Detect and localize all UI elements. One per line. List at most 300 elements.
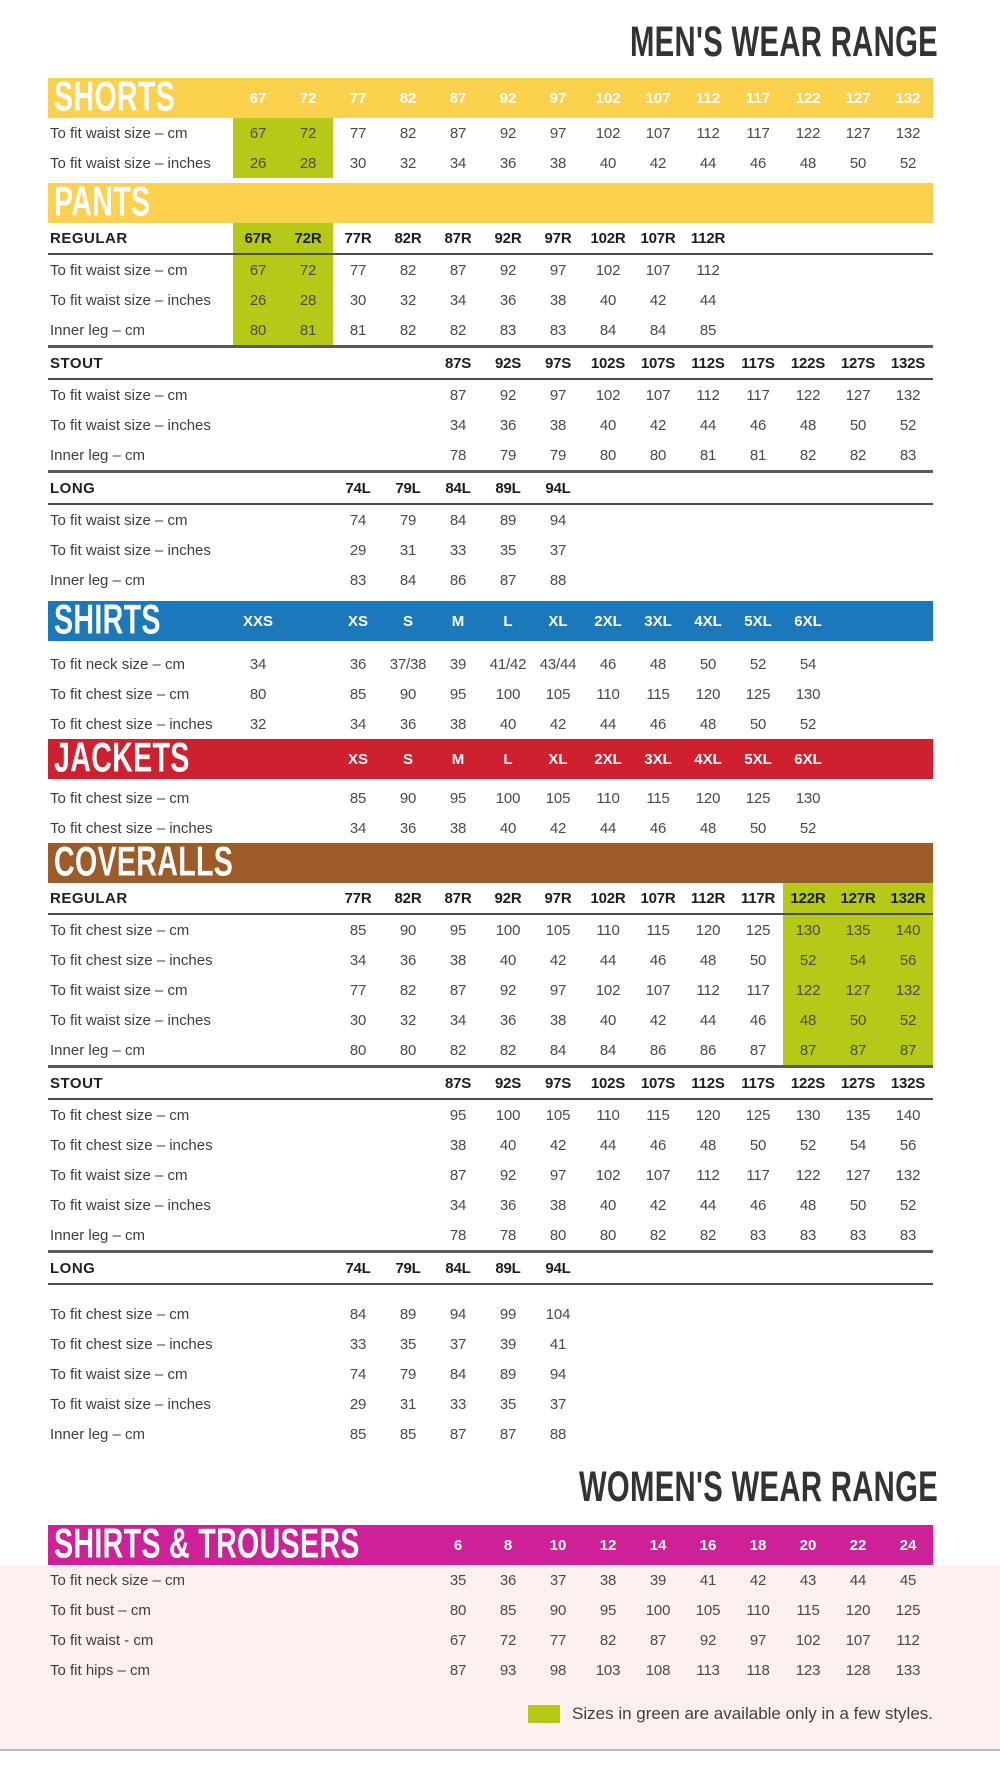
value-cell: 125 [745,789,771,807]
value-cell: 46 [649,715,667,733]
value-cell: 88 [549,571,567,589]
row-label: To fit chest size – cm [50,685,190,703]
value-cell: 86 [449,571,467,589]
value-cell: 34 [249,655,267,673]
value-cell: 72 [499,1631,517,1649]
shirts-bar-size-label: 2XL [594,612,622,630]
jackets-bar-size-label: 6XL [794,750,822,768]
value-cell: 82 [799,446,817,464]
value-cell: 89 [399,1305,417,1323]
value-cell: 104 [545,1305,571,1323]
size-header-cell: 117S [741,1074,775,1092]
value-cell: 110 [596,1106,620,1124]
value-cell: 52 [799,715,817,733]
jackets-bar-size-label: 4XL [694,750,722,768]
row-label: To fit chest size – cm [50,1305,190,1323]
value-cell: 35 [499,541,517,559]
size-header-cell: 87R [444,229,472,247]
shirts-bar-size-label: 3XL [644,612,672,630]
value-cell: 95 [599,1601,617,1619]
table-row [48,649,933,679]
row-label: To fit bust – cm [50,1601,151,1619]
row-label: To fit waist size – cm [50,1365,188,1383]
value-cell: 92 [499,261,517,279]
value-cell: 80 [233,315,283,345]
shirts-bar-size-label: S [402,612,413,630]
value-cell: 37 [549,1571,567,1589]
value-cell: 36 [499,1196,517,1214]
table-row [48,1655,933,1685]
table-row [48,1160,933,1190]
value-cell: 74 [349,511,367,529]
value-cell: 38 [549,154,567,172]
value-cell: 133 [895,1661,921,1679]
value-cell: 100 [495,921,521,939]
table-row [48,148,933,178]
row-label: To fit waist size – inches [50,291,211,309]
row-label: To fit waist size – cm [50,511,188,529]
shirts-bar-size-label: 4XL [694,612,722,630]
value-cell: 87 [449,124,467,142]
value-cell: 40 [599,416,617,434]
value-cell: 82 [449,321,467,339]
size-header-cell: 87R [444,889,472,907]
value-cell: 85 [499,1601,517,1619]
value-cell: 36 [499,291,517,309]
size-header-cell: 122S [790,1074,826,1092]
row-label: To fit chest size – cm [50,789,190,807]
row-gap [0,1285,1000,1299]
jackets-bar-size-label: S [402,750,413,768]
value-cell: 52 [799,819,817,837]
value-cell: 50 [849,1196,867,1214]
mens-wear-range-title-text: MEN'S WEAR RANGE [629,18,938,66]
table-row [48,1329,933,1359]
value-cell: 110 [596,921,620,939]
value-cell: 41 [699,1571,717,1589]
table-row [48,1190,933,1220]
value-cell: 39 [449,655,467,673]
size-header-cell: 112S [691,354,725,372]
jackets-bar-size-label: XL [548,750,568,768]
shorts-header-bar [48,72,933,120]
value-cell: 48 [699,1136,717,1154]
value-cell: 36 [349,655,367,673]
value-cell: 115 [796,1601,820,1619]
value-cell: 97 [549,981,567,999]
value-cell: 87 [499,1425,517,1443]
value-cell: 31 [399,1395,417,1413]
value-cell: 80 [599,446,617,464]
size-header-cell: 82R [394,889,422,907]
size-header-cell: 92S [494,1074,522,1092]
value-cell: 97 [549,261,567,279]
value-cell: 52 [783,945,833,975]
value-cell: 78 [449,446,467,464]
value-cell: 125 [745,685,771,703]
shorts-bar-size-label: 112 [695,89,721,107]
value-cell: 34 [349,951,367,969]
value-cell: 44 [599,1136,617,1154]
table-row [48,679,933,709]
value-cell: 80 [249,685,267,703]
table-row [48,915,933,945]
table-row [48,410,933,440]
value-cell: 34 [449,416,467,434]
row-label: Inner leg – cm [50,1041,146,1059]
value-cell: 46 [649,819,667,837]
row-label: To fit chest size – inches [50,819,213,837]
value-cell: 38 [549,1011,567,1029]
value-cell: 42 [649,1011,667,1029]
value-cell: 105 [545,1106,571,1124]
value-cell: 85 [399,1425,417,1443]
value-cell: 26 [233,148,283,178]
value-cell: 132 [895,1166,921,1184]
table-row [48,1389,933,1419]
value-cell: 52 [899,1196,917,1214]
size-header-cell: 112R [690,229,726,247]
value-cell: 117 [746,1166,770,1184]
value-cell: 40 [499,715,517,733]
row-label: To fit neck size – cm [50,655,186,673]
value-cell: 112 [896,1631,920,1649]
subheader-regular [48,223,933,255]
value-cell: 40 [599,291,617,309]
value-cell: 30 [349,154,367,172]
value-cell: 135 [845,1106,871,1124]
value-cell: 38 [549,291,567,309]
value-cell: 48 [783,1005,833,1035]
value-cell: 36 [499,154,517,172]
value-cell: 80 [349,1041,367,1059]
value-cell: 123 [795,1661,821,1679]
size-header-cell: 122S [790,354,826,372]
value-cell: 52 [899,154,917,172]
value-cell: 54 [849,1136,867,1154]
size-header-cell: 127S [840,354,876,372]
value-cell: 32 [399,291,417,309]
value-cell: 130 [795,685,821,703]
value-cell: 127 [845,124,871,142]
size-header-cell: 97R [544,229,572,247]
value-cell: 107 [645,981,671,999]
value-cell: 34 [449,154,467,172]
shirts-trousers-bar-size-label: 10 [549,1536,567,1554]
subheader-label: STOUT [50,354,104,372]
value-cell: 94 [449,1305,467,1323]
value-cell: 40 [599,154,617,172]
value-cell: 46 [649,951,667,969]
value-cell: 44 [699,154,717,172]
value-cell: 90 [399,685,417,703]
size-header-cell: 94L [545,1259,571,1277]
value-cell: 36 [399,819,417,837]
value-cell: 83 [899,1226,917,1244]
size-header-cell: 127R [833,883,883,913]
subheader-label: REGULAR [50,229,128,247]
value-cell: 128 [845,1661,871,1679]
value-cell: 98 [549,1661,567,1679]
value-cell: 44 [699,1011,717,1029]
value-cell: 97 [749,1631,767,1649]
shorts-bar-size-label: 127 [845,89,871,107]
value-cell: 42 [649,154,667,172]
size-header-cell: 74L [345,479,371,497]
value-cell: 105 [545,789,571,807]
value-cell: 92 [699,1631,717,1649]
womens-wear-range-title [0,1465,938,1509]
value-cell: 42 [649,1196,667,1214]
row-label: To fit waist size – inches [50,1395,211,1413]
value-cell: 32 [399,154,417,172]
value-cell: 52 [883,1005,933,1035]
value-cell: 84 [649,321,667,339]
value-cell: 81 [349,321,367,339]
value-cell: 84 [599,321,617,339]
value-cell: 84 [399,571,417,589]
subheader-stout [48,345,933,380]
value-cell: 84 [549,1041,567,1059]
value-cell: 105 [545,685,571,703]
value-cell: 74 [349,1365,367,1383]
value-cell: 122 [795,1166,821,1184]
value-cell: 48 [799,416,817,434]
value-cell: 100 [645,1601,671,1619]
section-coveralls [0,837,1000,1449]
value-cell: 120 [695,921,721,939]
womens-highlight-band [0,1565,1000,1751]
size-header-cell: 107S [640,1074,676,1092]
section-shorts [0,72,1000,178]
value-cell: 95 [449,1106,467,1124]
shirts-trousers-bar-size-label: 6 [453,1536,463,1554]
legend-text: Sizes in green are available only in a few styles. [572,1704,933,1723]
shirts-trousers-bar-size-label: 16 [699,1536,717,1554]
shirts-bar-size-label: XS [347,612,368,630]
value-cell: 86 [699,1041,717,1059]
value-cell: 30 [349,1011,367,1029]
size-header-cell: 107R [640,889,676,907]
value-cell: 36 [499,416,517,434]
value-cell: 28 [283,285,333,315]
value-cell: 50 [749,715,767,733]
womens-section-bar-slot [0,1519,1000,1567]
table-row [48,1419,933,1449]
shorts-bar-size-label: 122 [795,89,821,107]
value-cell: 50 [833,1005,883,1035]
value-cell: 90 [399,921,417,939]
value-cell: 132 [895,386,921,404]
womens-rows [0,1565,1000,1685]
value-cell: 50 [749,951,767,969]
value-cell: 117 [746,981,770,999]
value-cell: 117 [746,386,770,404]
value-cell: 90 [549,1601,567,1619]
shirts-bar-size-label: M [451,612,465,630]
value-cell: 87 [449,981,467,999]
subheader-label: STOUT [50,1074,104,1092]
value-cell: 84 [349,1305,367,1323]
value-cell: 87 [749,1041,767,1059]
value-cell: 127 [845,386,871,404]
value-cell: 82 [449,1041,467,1059]
value-cell: 132 [883,975,933,1005]
value-cell: 44 [849,1571,867,1589]
row-label: To fit waist size – cm [50,261,188,279]
value-cell: 84 [599,1041,617,1059]
pants-bar-title: PANTS [54,177,151,225]
table-row [48,1220,933,1250]
value-cell: 103 [595,1661,621,1679]
table-row [48,440,933,470]
subheader-regular [48,883,933,915]
row-label: To fit waist size – inches [50,154,211,172]
table-row [48,945,933,975]
value-cell: 77 [349,981,367,999]
value-cell: 77 [349,261,367,279]
subheader-label: REGULAR [50,889,128,907]
value-cell: 43 [799,1571,817,1589]
size-header-cell: 94L [545,479,571,497]
shorts-bar-size-label: 67 [249,89,267,107]
value-cell: 87 [449,261,467,279]
value-cell: 50 [699,655,717,673]
value-cell: 87 [649,1631,667,1649]
value-cell: 83 [749,1226,767,1244]
shirts-bar-size-label: XXS [242,612,273,630]
row-label: To fit chest size – inches [50,1335,213,1353]
value-cell: 40 [499,819,517,837]
value-cell: 87 [833,1035,883,1065]
value-cell: 30 [349,291,367,309]
value-cell: 127 [845,1166,871,1184]
value-cell: 87 [449,386,467,404]
value-cell: 107 [645,1166,671,1184]
value-cell: 112 [696,124,720,142]
table-row [48,1359,933,1389]
value-cell: 125 [745,1106,771,1124]
value-cell: 37 [449,1335,467,1353]
size-header-cell: 132R [883,883,933,913]
size-header-cell: 67R [233,223,283,253]
subheader-label: LONG [50,479,96,497]
size-header-cell: 102R [590,889,626,907]
value-cell: 81 [283,315,333,345]
value-cell: 120 [845,1601,871,1619]
row-label: To fit chest size – inches [50,951,213,969]
row-label: Inner leg – cm [50,571,146,589]
value-cell: 52 [899,416,917,434]
value-cell: 105 [695,1601,721,1619]
value-cell: 83 [799,1226,817,1244]
value-cell: 115 [646,789,670,807]
value-cell: 42 [549,951,567,969]
value-cell: 89 [499,1365,517,1383]
value-cell: 118 [746,1661,770,1679]
value-cell: 115 [646,921,670,939]
table-row [48,380,933,410]
size-header-cell: 132S [890,354,926,372]
table-row [48,1625,933,1655]
shorts-bar-size-label: 72 [299,89,317,107]
value-cell: 48 [699,715,717,733]
value-cell: 83 [499,321,517,339]
shirts-trousers-bar-size-label: 24 [899,1536,917,1554]
value-cell: 46 [749,1196,767,1214]
value-cell: 36 [499,1571,517,1589]
size-header-cell: 84L [445,479,471,497]
value-cell: 102 [595,386,621,404]
value-cell: 81 [749,446,767,464]
value-cell: 40 [599,1196,617,1214]
shirts-trousers-bar-size-label: 20 [799,1536,817,1554]
value-cell: 84 [449,511,467,529]
section-jackets [0,733,1000,843]
value-cell: 42 [649,416,667,434]
value-cell: 46 [749,154,767,172]
value-cell: 88 [549,1425,567,1443]
shirts-bar-size-label: 6XL [794,612,822,630]
value-cell: 100 [495,685,521,703]
value-cell: 78 [499,1226,517,1244]
value-cell: 86 [649,1041,667,1059]
value-cell: 130 [795,1106,821,1124]
value-cell: 46 [749,416,767,434]
jackets-header-bar [48,733,933,781]
size-header-cell: 107S [640,354,676,372]
table-row [48,1595,933,1625]
value-cell: 110 [596,685,620,703]
size-header-cell: 97S [544,1074,572,1092]
size-header-cell: 74L [345,1259,371,1277]
table-row [48,565,933,595]
value-cell: 37/38 [389,655,427,673]
value-cell: 80 [399,1041,417,1059]
value-cell: 125 [895,1601,921,1619]
size-header-cell: 89L [495,479,521,497]
value-cell: 54 [833,945,883,975]
subheader-stout [48,1065,933,1100]
value-cell: 82 [499,1041,517,1059]
value-cell: 95 [449,685,467,703]
jackets-bar-size-label: L [503,750,513,768]
size-header-cell: 89L [495,1259,521,1277]
value-cell: 89 [499,511,517,529]
size-header-cell: 112S [691,1074,725,1092]
size-header-cell: 82R [394,229,422,247]
value-cell: 100 [495,789,521,807]
value-cell: 110 [746,1601,770,1619]
row-label: To fit waist size – cm [50,1166,188,1184]
size-header-cell: 92R [494,889,522,907]
value-cell: 102 [595,981,621,999]
value-cell: 83 [899,446,917,464]
subheader-label: LONG [50,1259,96,1277]
shorts-bar-size-label: 102 [595,89,621,107]
value-cell: 44 [599,951,617,969]
value-cell: 102 [595,1166,621,1184]
value-cell: 37 [549,541,567,559]
value-cell: 44 [699,416,717,434]
value-cell: 67 [449,1631,467,1649]
shirts-header-bar [48,595,933,643]
value-cell: 34 [449,1011,467,1029]
row-label: To fit waist size – inches [50,416,211,434]
value-cell: 41 [549,1335,567,1353]
subheader-long [48,1250,933,1285]
value-cell: 140 [883,915,933,945]
